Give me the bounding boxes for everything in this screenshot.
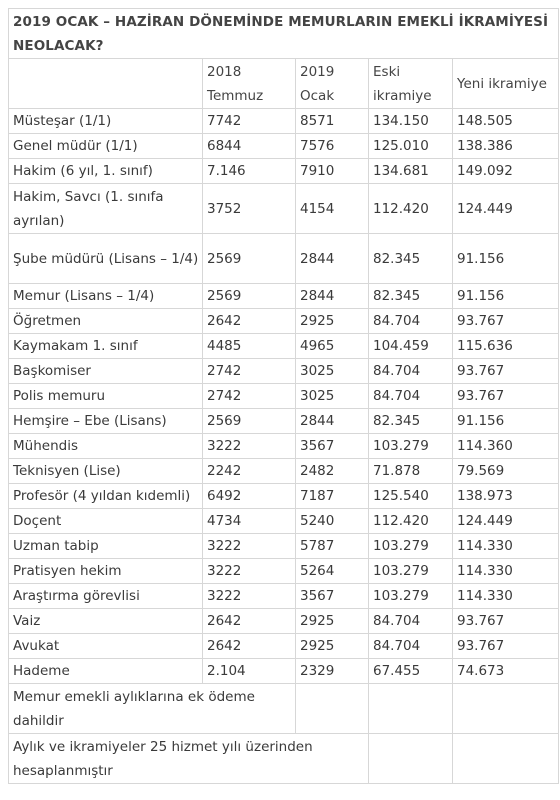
row-value-cell: 2569 xyxy=(203,234,296,284)
row-value-cell: 3222 xyxy=(203,534,296,559)
row-label-cell: Öğretmen xyxy=(9,309,203,334)
row-value-cell: 103.279 xyxy=(369,559,453,584)
row-value-cell: 2742 xyxy=(203,384,296,409)
row-value-cell: 79.569 xyxy=(453,459,559,484)
row-value-cell: 71.878 xyxy=(369,459,453,484)
row-value-cell: 138.386 xyxy=(453,134,559,159)
row-value-cell: 3222 xyxy=(203,434,296,459)
empty-cell xyxy=(369,734,453,784)
row-value-cell: 2569 xyxy=(203,409,296,434)
row-label-cell: Uzman tabip xyxy=(9,534,203,559)
row-value-cell: 2844 xyxy=(296,234,369,284)
row-value-cell: 6844 xyxy=(203,134,296,159)
header-cell-2019-ocak: 2019 Ocak xyxy=(296,59,369,109)
table-row xyxy=(9,459,559,484)
row-value-cell: 112.420 xyxy=(369,184,453,234)
row-label-cell: Hakim (6 yıl, 1. sınıf) xyxy=(9,159,203,184)
row-value-cell: 114.330 xyxy=(453,584,559,609)
row-label-cell: Pratisyen hekim xyxy=(9,559,203,584)
row-value-cell: 93.767 xyxy=(453,609,559,634)
row-value-cell: 2.104 xyxy=(203,659,296,684)
row-label-cell: Polis memuru xyxy=(9,384,203,409)
row-value-cell: 124.449 xyxy=(453,509,559,534)
row-value-cell: 3025 xyxy=(296,359,369,384)
row-value-cell: 84.704 xyxy=(369,634,453,659)
row-label-cell: Memur (Lisans – 1/4) xyxy=(9,284,203,309)
row-value-cell: 124.449 xyxy=(453,184,559,234)
row-value-cell: 84.704 xyxy=(369,309,453,334)
table-row xyxy=(9,234,559,284)
row-label-cell: Avukat xyxy=(9,634,203,659)
row-value-cell: 104.459 xyxy=(369,334,453,359)
row-value-cell: 2242 xyxy=(203,459,296,484)
row-value-cell: 6492 xyxy=(203,484,296,509)
row-value-cell: 103.279 xyxy=(369,584,453,609)
table-header-row xyxy=(9,59,559,109)
row-value-cell: 3025 xyxy=(296,384,369,409)
row-value-cell: 5787 xyxy=(296,534,369,559)
row-value-cell: 4154 xyxy=(296,184,369,234)
row-value-cell: 103.279 xyxy=(369,534,453,559)
empty-cell xyxy=(453,684,559,734)
table-row xyxy=(9,184,559,234)
row-value-cell: 2642 xyxy=(203,609,296,634)
row-value-cell: 125.540 xyxy=(369,484,453,509)
row-value-cell: 7187 xyxy=(296,484,369,509)
table-row xyxy=(9,509,559,534)
row-value-cell: 4734 xyxy=(203,509,296,534)
empty-cell xyxy=(369,684,453,734)
row-value-cell: 2642 xyxy=(203,309,296,334)
row-value-cell: 82.345 xyxy=(369,234,453,284)
row-label-cell: Başkomiser xyxy=(9,359,203,384)
header-cell-eski-ikramiye: Eski ikramiye xyxy=(369,59,453,109)
row-value-cell: 93.767 xyxy=(453,309,559,334)
table-note-row xyxy=(9,684,559,734)
row-value-cell: 93.767 xyxy=(453,384,559,409)
row-value-cell: 114.360 xyxy=(453,434,559,459)
row-value-cell: 3752 xyxy=(203,184,296,234)
row-value-cell: 2329 xyxy=(296,659,369,684)
row-value-cell: 103.279 xyxy=(369,434,453,459)
row-value-cell: 2742 xyxy=(203,359,296,384)
table-row xyxy=(9,659,559,684)
table-row xyxy=(9,134,559,159)
row-value-cell: 3567 xyxy=(296,434,369,459)
table-row xyxy=(9,359,559,384)
row-value-cell: 112.420 xyxy=(369,509,453,534)
table-row xyxy=(9,159,559,184)
table-row xyxy=(9,584,559,609)
row-value-cell: 5264 xyxy=(296,559,369,584)
row-label-cell: Müsteşar (1/1) xyxy=(9,109,203,134)
row-value-cell: 93.767 xyxy=(453,359,559,384)
empty-cell xyxy=(453,734,559,784)
row-value-cell: 134.681 xyxy=(369,159,453,184)
table-row xyxy=(9,634,559,659)
row-label-cell: Kaymakam 1. sınıf xyxy=(9,334,203,359)
row-value-cell: 82.345 xyxy=(369,409,453,434)
row-label-cell: Hemşire – Ebe (Lisans) xyxy=(9,409,203,434)
row-value-cell: 138.973 xyxy=(453,484,559,509)
row-value-cell: 2569 xyxy=(203,284,296,309)
header-cell-empty xyxy=(9,59,203,109)
row-value-cell: 2844 xyxy=(296,284,369,309)
row-label-cell: Genel müdür (1/1) xyxy=(9,134,203,159)
table-title: 2019 OCAK – HAZİRAN DÖNEMİNDE MEMURLARIN EMEKLİ İKRAMİYESİ NEOLACAK? xyxy=(9,9,559,59)
row-value-cell: 2844 xyxy=(296,409,369,434)
row-value-cell: 7.146 xyxy=(203,159,296,184)
row-value-cell: 148.505 xyxy=(453,109,559,134)
row-value-cell: 115.636 xyxy=(453,334,559,359)
row-value-cell: 114.330 xyxy=(453,534,559,559)
row-value-cell: 7576 xyxy=(296,134,369,159)
row-value-cell: 67.455 xyxy=(369,659,453,684)
row-value-cell: 114.330 xyxy=(453,559,559,584)
row-label-cell: Profesör (4 yıldan kıdemli) xyxy=(9,484,203,509)
row-label-cell: Şube müdürü (Lisans – 1/4) xyxy=(9,234,203,284)
row-value-cell: 2925 xyxy=(296,309,369,334)
row-value-cell: 3222 xyxy=(203,584,296,609)
row-label-cell: Araştırma görevlisi xyxy=(9,584,203,609)
table-note: Memur emekli aylıklarına ek ödeme dahildir xyxy=(9,684,296,734)
row-value-cell: 3567 xyxy=(296,584,369,609)
table-row xyxy=(9,434,559,459)
row-label-cell: Doçent xyxy=(9,509,203,534)
row-value-cell: 125.010 xyxy=(369,134,453,159)
row-value-cell: 84.704 xyxy=(369,359,453,384)
table-note: Aylık ve ikramiyeler 25 hizmet yılı üzerinden hesaplanmıştır xyxy=(9,734,369,784)
row-value-cell: 91.156 xyxy=(453,409,559,434)
row-value-cell: 2925 xyxy=(296,609,369,634)
header-cell-2018-temmuz: 2018 Temmuz xyxy=(203,59,296,109)
table-row xyxy=(9,559,559,584)
table-row xyxy=(9,534,559,559)
row-value-cell: 5240 xyxy=(296,509,369,534)
row-value-cell: 91.156 xyxy=(453,234,559,284)
table-row xyxy=(9,609,559,634)
row-value-cell: 2642 xyxy=(203,634,296,659)
row-value-cell: 84.704 xyxy=(369,609,453,634)
table-row xyxy=(9,284,559,309)
table-row xyxy=(9,309,559,334)
row-value-cell: 149.092 xyxy=(453,159,559,184)
row-value-cell: 84.704 xyxy=(369,384,453,409)
row-label-cell: Teknisyen (Lise) xyxy=(9,459,203,484)
row-value-cell: 2482 xyxy=(296,459,369,484)
row-value-cell: 7742 xyxy=(203,109,296,134)
table-row xyxy=(9,334,559,359)
row-label-cell: Hakim, Savcı (1. sınıfa ayrılan) xyxy=(9,184,203,234)
row-value-cell: 91.156 xyxy=(453,284,559,309)
row-label-cell: Mühendis xyxy=(9,434,203,459)
table-row xyxy=(9,484,559,509)
row-value-cell: 134.150 xyxy=(369,109,453,134)
row-value-cell: 74.673 xyxy=(453,659,559,684)
row-value-cell: 93.767 xyxy=(453,634,559,659)
row-value-cell: 2925 xyxy=(296,634,369,659)
table-row xyxy=(9,109,559,134)
row-value-cell: 3222 xyxy=(203,559,296,584)
row-label-cell: Hademe xyxy=(9,659,203,684)
table-title-row xyxy=(9,9,559,59)
table-row xyxy=(9,409,559,434)
row-value-cell: 82.345 xyxy=(369,284,453,309)
row-label-cell: Vaiz xyxy=(9,609,203,634)
row-value-cell: 4485 xyxy=(203,334,296,359)
row-value-cell: 7910 xyxy=(296,159,369,184)
row-value-cell: 4965 xyxy=(296,334,369,359)
header-cell-yeni-ikramiye: Yeni ikramiye xyxy=(453,59,559,109)
table-row xyxy=(9,384,559,409)
row-value-cell: 8571 xyxy=(296,109,369,134)
table-note-row xyxy=(9,734,559,784)
empty-cell xyxy=(296,684,369,734)
pension-bonus-table xyxy=(8,8,559,784)
